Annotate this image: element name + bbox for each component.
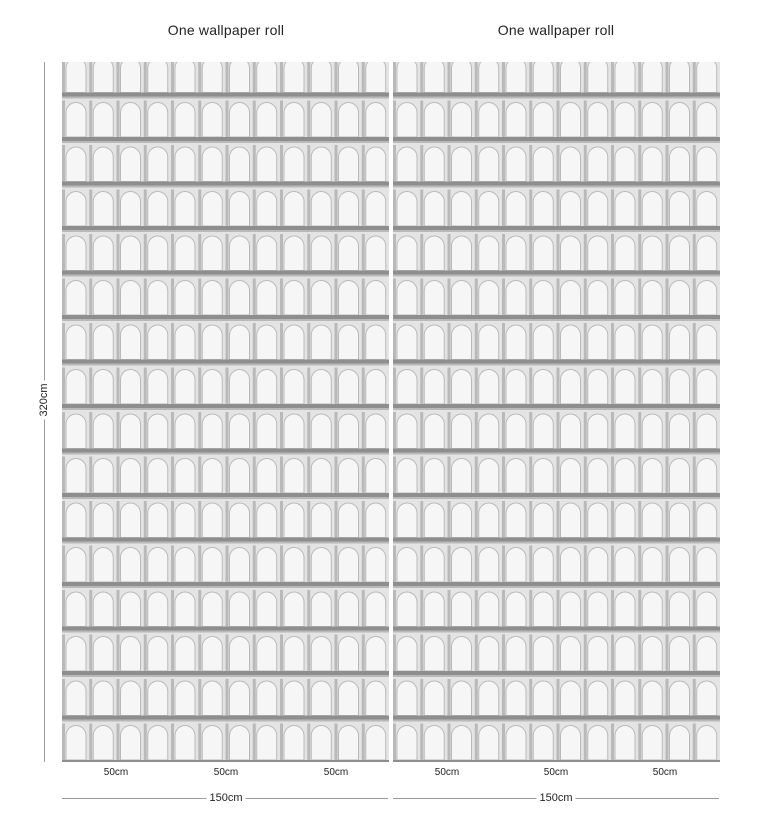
- roll-width-label: 150cm: [536, 792, 575, 804]
- roll-width-label: 150cm: [206, 792, 245, 804]
- wallpaper-panel: [502, 62, 611, 762]
- arcade-pattern: [62, 62, 171, 762]
- panel-width-label: 50cm: [652, 767, 678, 778]
- panel-width-label: 50cm: [543, 767, 569, 778]
- arcade-pattern: [502, 62, 611, 762]
- panel-width-label: 50cm: [323, 767, 349, 778]
- roll-title: One wallpaper roll: [167, 22, 285, 38]
- panel-width-label: 50cm: [103, 767, 129, 778]
- wallpaper-panel: [171, 62, 280, 762]
- panel-width-label: 50cm: [213, 767, 239, 778]
- arcade-pattern: [171, 62, 280, 762]
- wallpaper-panel: [280, 62, 389, 762]
- height-label: 320cm: [38, 380, 50, 419]
- wallpaper-panel: [393, 62, 502, 762]
- panel-width-label: 50cm: [434, 767, 460, 778]
- wallpaper-panel: [611, 62, 720, 762]
- arcade-pattern: [393, 62, 502, 762]
- arcade-pattern: [611, 62, 720, 762]
- roll-title: One wallpaper roll: [497, 22, 615, 38]
- wallpaper-panel: [62, 62, 171, 762]
- arcade-pattern: [280, 62, 389, 762]
